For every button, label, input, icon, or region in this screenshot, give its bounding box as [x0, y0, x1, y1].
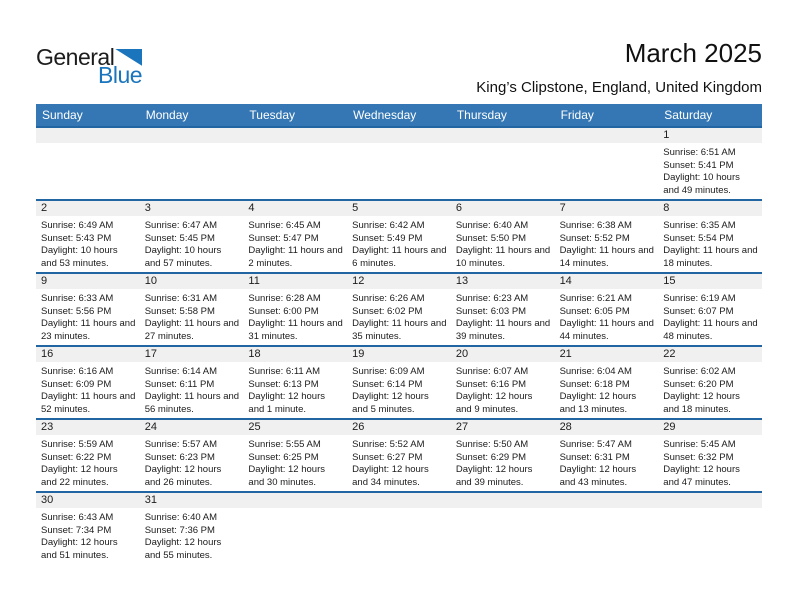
sunset-text: Sunset: 6:14 PM [352, 378, 423, 390]
day-cell [658, 128, 762, 199]
day-header-sunday: Sunday [42, 108, 83, 122]
day-cell [140, 274, 244, 345]
day-number: 6 [451, 201, 555, 216]
day-cell [36, 493, 140, 564]
daylight-text: Daylight: 11 hours and 48 minutes. [663, 318, 758, 342]
day-number [243, 128, 347, 143]
empty-day-cell [658, 493, 762, 564]
week-row [36, 491, 762, 564]
day-cell [140, 420, 244, 491]
day-cell [658, 347, 762, 418]
day-details [140, 362, 244, 416]
day-cell [451, 274, 555, 345]
day-number [140, 128, 244, 143]
day-header-thursday: Thursday [456, 108, 507, 122]
day-number [555, 493, 659, 508]
day-number: 23 [36, 420, 140, 435]
empty-day-cell [140, 128, 244, 199]
sunrise-text: Sunrise: 6:45 AM [248, 220, 321, 231]
day-details [243, 216, 347, 270]
day-cell [658, 201, 762, 272]
daylight-text: Daylight: 12 hours and 39 minutes. [455, 464, 533, 488]
daylight-text: Daylight: 11 hours and 52 minutes. [41, 391, 136, 415]
sunrise-text: Sunrise: 6:38 AM [559, 220, 632, 231]
daylight-text: Daylight: 11 hours and 27 minutes. [144, 318, 240, 342]
day-number: 30 [36, 493, 140, 508]
day-number: 31 [140, 493, 244, 508]
sunrise-text: Sunrise: 6:31 AM [144, 293, 218, 304]
sunrise-text: Sunrise: 6:26 AM [352, 293, 425, 304]
sunrise-text: Sunrise: 6:16 AM [41, 366, 114, 377]
day-cell [36, 420, 140, 491]
day-cell [140, 347, 244, 418]
logo-text-blue: Blue [98, 62, 143, 88]
week-row [36, 418, 762, 491]
daylight-text: Daylight: 12 hours and 13 minutes. [559, 391, 637, 415]
sunrise-text: Sunrise: 6:40 AM [144, 512, 218, 523]
sunset-text: Sunset: 6:29 PM [455, 451, 527, 463]
day-number: 7 [555, 201, 659, 216]
day-header-wednesday: Wednesday [353, 108, 417, 122]
day-number: 15 [658, 274, 762, 289]
sunset-text: Sunset: 6:31 PM [559, 451, 630, 463]
empty-day-cell [555, 128, 659, 199]
day-cell [140, 493, 244, 564]
week-row [36, 345, 762, 418]
day-cell [243, 420, 347, 491]
day-details [36, 435, 140, 489]
day-cell [140, 201, 244, 272]
sunset-text: Sunset: 6:00 PM [248, 305, 319, 317]
empty-day-cell [555, 493, 659, 564]
sunrise-text: Sunrise: 6:09 AM [352, 366, 425, 377]
daylight-text: Daylight: 12 hours and 1 minute. [248, 391, 325, 415]
day-cell [347, 201, 451, 272]
daylight-text: Daylight: 12 hours and 47 minutes. [663, 464, 740, 488]
sunrise-text: Sunrise: 6:49 AM [41, 220, 114, 231]
day-header-monday: Monday [145, 108, 189, 122]
day-cell [451, 420, 555, 491]
empty-day-cell [451, 493, 555, 564]
daylight-text: Daylight: 12 hours and 55 minutes. [144, 537, 222, 561]
day-cell [36, 274, 140, 345]
empty-day-cell [451, 128, 555, 199]
sunrise-text: Sunrise: 6:07 AM [455, 366, 529, 377]
day-number: 26 [347, 420, 451, 435]
day-details [451, 289, 555, 343]
daylight-text: Daylight: 12 hours and 22 minutes. [41, 464, 118, 488]
sunrise-text: Sunrise: 6:47 AM [144, 220, 218, 231]
day-details [243, 362, 347, 416]
empty-day-cell [347, 493, 451, 564]
day-details [243, 435, 347, 489]
daylight-text: Daylight: 11 hours and 56 minutes. [144, 391, 240, 415]
day-number: 19 [347, 347, 451, 362]
daylight-text: Daylight: 12 hours and 51 minutes. [41, 537, 118, 561]
day-number: 11 [243, 274, 347, 289]
week-row [36, 126, 762, 199]
sunset-text: Sunset: 6:07 PM [663, 305, 734, 317]
page-title: March 2025 [624, 38, 762, 68]
day-header-saturday: Saturday [664, 108, 713, 122]
day-details [658, 362, 762, 416]
day-number [451, 493, 555, 508]
empty-day-cell [243, 493, 347, 564]
sunrise-text: Sunrise: 6:42 AM [352, 220, 425, 231]
day-number: 27 [451, 420, 555, 435]
sunset-text: Sunset: 7:34 PM [41, 524, 112, 536]
sunrise-text: Sunrise: 5:52 AM [352, 439, 425, 450]
day-number: 25 [243, 420, 347, 435]
day-number [347, 128, 451, 143]
empty-day-cell [347, 128, 451, 199]
sunrise-text: Sunrise: 6:11 AM [248, 366, 321, 377]
day-cell [347, 347, 451, 418]
sunrise-text: Sunrise: 6:04 AM [559, 366, 632, 377]
sunset-text: Sunset: 7:36 PM [144, 524, 215, 536]
day-cell [243, 347, 347, 418]
day-details [140, 289, 244, 343]
day-number: 2 [36, 201, 140, 216]
sunset-text: Sunset: 5:43 PM [41, 232, 112, 244]
day-details [347, 216, 451, 270]
sunset-text: Sunset: 5:52 PM [559, 232, 630, 244]
sunrise-text: Sunrise: 5:45 AM [663, 439, 736, 450]
daylight-text: Daylight: 11 hours and 2 minutes. [248, 245, 343, 269]
day-number: 10 [140, 274, 244, 289]
day-number [451, 128, 555, 143]
sunset-text: Sunset: 5:50 PM [455, 232, 527, 244]
sunset-text: Sunset: 6:03 PM [455, 305, 527, 317]
empty-day-cell [36, 128, 140, 199]
week-row [36, 199, 762, 272]
sunset-text: Sunset: 5:56 PM [41, 305, 112, 317]
week-row [36, 272, 762, 345]
sunrise-text: Sunrise: 6:51 AM [663, 147, 736, 158]
day-cell [347, 274, 451, 345]
sunrise-text: Sunrise: 6:23 AM [455, 293, 529, 304]
day-number: 29 [658, 420, 762, 435]
sunrise-text: Sunrise: 6:02 AM [663, 366, 736, 377]
daylight-text: Daylight: 12 hours and 18 minutes. [663, 391, 740, 415]
day-header-tuesday: Tuesday [249, 108, 296, 122]
daylight-text: Daylight: 12 hours and 5 minutes. [352, 391, 429, 415]
sunset-text: Sunset: 5:58 PM [144, 305, 215, 317]
sunset-text: Sunset: 5:49 PM [352, 232, 423, 244]
day-details [347, 289, 451, 343]
general-blue-logo [36, 44, 143, 88]
sunrise-text: Sunrise: 5:50 AM [455, 439, 529, 450]
day-number: 14 [555, 274, 659, 289]
sunset-text: Sunset: 6:05 PM [559, 305, 630, 317]
sunrise-text: Sunrise: 6:14 AM [144, 366, 218, 377]
sunrise-text: Sunrise: 6:40 AM [455, 220, 529, 231]
daylight-text: Daylight: 12 hours and 26 minutes. [144, 464, 222, 488]
day-details [451, 435, 555, 489]
day-number: 20 [451, 347, 555, 362]
sunset-text: Sunset: 6:27 PM [352, 451, 423, 463]
logo-text-general: General [36, 44, 115, 70]
sunset-text: Sunset: 6:16 PM [455, 378, 527, 390]
day-details [658, 143, 762, 197]
sunset-text: Sunset: 6:11 PM [144, 378, 215, 390]
day-details [36, 508, 140, 562]
day-cell [451, 201, 555, 272]
daylight-text: Daylight: 10 hours and 49 minutes. [663, 172, 740, 196]
day-number: 22 [658, 347, 762, 362]
day-details [555, 216, 659, 270]
day-cell [243, 201, 347, 272]
page-subtitle: King’s Clipstone, England, United Kingdom [476, 79, 762, 96]
sunrise-text: Sunrise: 6:19 AM [663, 293, 736, 304]
daylight-text: Daylight: 11 hours and 35 minutes. [352, 318, 447, 342]
day-details [555, 435, 659, 489]
day-number: 8 [658, 201, 762, 216]
day-number: 9 [36, 274, 140, 289]
daylight-text: Daylight: 10 hours and 57 minutes. [144, 245, 222, 269]
day-details [243, 289, 347, 343]
day-header-row [36, 104, 762, 126]
day-number: 16 [36, 347, 140, 362]
daylight-text: Daylight: 12 hours and 30 minutes. [248, 464, 325, 488]
daylight-text: Daylight: 12 hours and 43 minutes. [559, 464, 637, 488]
day-cell [555, 274, 659, 345]
day-cell [658, 274, 762, 345]
day-cell [555, 201, 659, 272]
sunrise-text: Sunrise: 6:21 AM [559, 293, 632, 304]
daylight-text: Daylight: 11 hours and 18 minutes. [663, 245, 758, 269]
sunset-text: Sunset: 6:13 PM [248, 378, 319, 390]
empty-day-cell [243, 128, 347, 199]
day-details [658, 289, 762, 343]
day-number: 24 [140, 420, 244, 435]
sunset-text: Sunset: 6:22 PM [41, 451, 112, 463]
day-number: 17 [140, 347, 244, 362]
day-number: 4 [243, 201, 347, 216]
day-details [140, 508, 244, 562]
day-details [555, 362, 659, 416]
day-number: 1 [658, 128, 762, 143]
day-number [347, 493, 451, 508]
day-number: 28 [555, 420, 659, 435]
day-details [36, 362, 140, 416]
day-details [347, 362, 451, 416]
day-details [658, 216, 762, 270]
sunrise-text: Sunrise: 6:35 AM [663, 220, 736, 231]
day-number: 12 [347, 274, 451, 289]
calendar-grid [36, 104, 762, 564]
daylight-text: Daylight: 11 hours and 14 minutes. [559, 245, 654, 269]
day-cell [36, 347, 140, 418]
day-details [658, 435, 762, 489]
day-details [451, 216, 555, 270]
day-details [555, 289, 659, 343]
sunrise-text: Sunrise: 5:47 AM [559, 439, 632, 450]
daylight-text: Daylight: 11 hours and 44 minutes. [559, 318, 654, 342]
daylight-text: Daylight: 12 hours and 34 minutes. [352, 464, 429, 488]
day-number [243, 493, 347, 508]
sunset-text: Sunset: 6:25 PM [248, 451, 319, 463]
day-cell [36, 201, 140, 272]
daylight-text: Daylight: 11 hours and 10 minutes. [455, 245, 551, 269]
day-details [140, 216, 244, 270]
sunrise-text: Sunrise: 5:59 AM [41, 439, 114, 450]
daylight-text: Daylight: 12 hours and 9 minutes. [455, 391, 533, 415]
sunset-text: Sunset: 6:20 PM [663, 378, 734, 390]
day-number [555, 128, 659, 143]
day-number: 3 [140, 201, 244, 216]
sunrise-text: Sunrise: 5:55 AM [248, 439, 321, 450]
sunrise-text: Sunrise: 6:28 AM [248, 293, 321, 304]
sunset-text: Sunset: 6:09 PM [41, 378, 112, 390]
sunset-text: Sunset: 6:23 PM [144, 451, 215, 463]
day-cell [555, 420, 659, 491]
day-number [36, 128, 140, 143]
day-number: 18 [243, 347, 347, 362]
sunset-text: Sunset: 6:18 PM [559, 378, 630, 390]
day-details [451, 362, 555, 416]
sunset-text: Sunset: 5:54 PM [663, 232, 734, 244]
day-number: 13 [451, 274, 555, 289]
day-details [36, 216, 140, 270]
day-cell [658, 420, 762, 491]
sunset-text: Sunset: 5:41 PM [663, 159, 734, 171]
day-header-friday: Friday [560, 108, 594, 122]
daylight-text: Daylight: 11 hours and 6 minutes. [352, 245, 447, 269]
day-cell [243, 274, 347, 345]
day-cell [347, 420, 451, 491]
daylight-text: Daylight: 11 hours and 39 minutes. [455, 318, 551, 342]
day-cell [451, 347, 555, 418]
daylight-text: Daylight: 10 hours and 53 minutes. [41, 245, 118, 269]
sunset-text: Sunset: 5:45 PM [144, 232, 215, 244]
day-number: 21 [555, 347, 659, 362]
sunrise-text: Sunrise: 5:57 AM [144, 439, 218, 450]
calendar-weeks [36, 126, 762, 564]
day-details [140, 435, 244, 489]
daylight-text: Daylight: 11 hours and 23 minutes. [41, 318, 136, 342]
day-number [658, 493, 762, 508]
day-details [36, 289, 140, 343]
sunset-text: Sunset: 5:47 PM [248, 232, 319, 244]
sunset-text: Sunset: 6:32 PM [663, 451, 734, 463]
day-number: 5 [347, 201, 451, 216]
day-details [347, 435, 451, 489]
sunrise-text: Sunrise: 6:43 AM [41, 512, 114, 523]
sunset-text: Sunset: 6:02 PM [352, 305, 423, 317]
daylight-text: Daylight: 11 hours and 31 minutes. [248, 318, 343, 342]
day-cell [555, 347, 659, 418]
sunrise-text: Sunrise: 6:33 AM [41, 293, 114, 304]
